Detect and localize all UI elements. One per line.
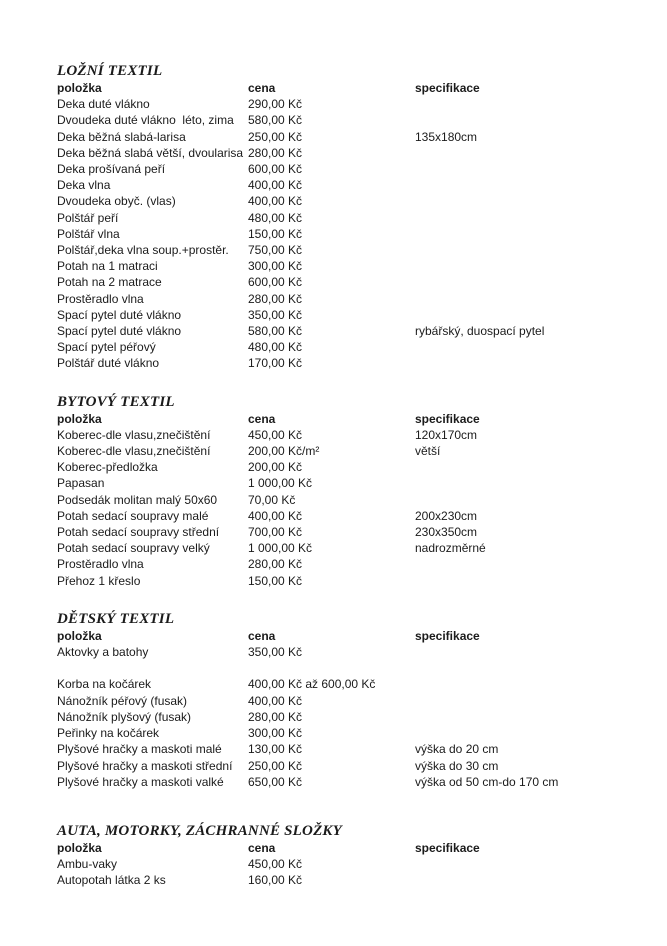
cell-item: Nánožník plyšový (fusak) — [57, 709, 192, 724]
cell-item: Plyšové hračky a maskoti střední — [57, 758, 233, 773]
cell-price: 400,00 Kč — [248, 178, 303, 193]
cell-item: Potah sedací soupravy střední — [57, 525, 220, 540]
cell-item: Deka prošívaná peří — [57, 162, 166, 177]
cell-price: 580,00 Kč — [248, 324, 303, 339]
cell-item: Podsedák molitan malý 50x60 — [57, 492, 218, 507]
table-row — [57, 443, 647, 459]
cell-price: 480,00 Kč — [248, 210, 303, 225]
table-row — [57, 177, 647, 193]
section-auta-motorky-zachranne-slozky — [57, 822, 647, 889]
cell-price: 200,00 Kč/m² — [248, 444, 320, 459]
column-header-spec: specifikace — [415, 81, 480, 95]
cell-price: 350,00 Kč — [248, 307, 303, 322]
table-row — [57, 644, 647, 660]
cell-price: 160,00 Kč — [248, 873, 303, 888]
table-row — [57, 475, 647, 491]
cell-item — [57, 660, 248, 676]
table-row — [57, 112, 647, 128]
table-row — [57, 291, 647, 307]
table-row — [57, 145, 647, 161]
cell-price: 600,00 Kč — [248, 162, 303, 177]
cell-price: 1 000,00 Kč — [248, 541, 313, 556]
column-header-item: položka — [57, 840, 102, 855]
column-header-price: cena — [248, 411, 276, 426]
column-header-row — [57, 411, 647, 427]
cell-item: Deka vlna — [57, 178, 111, 193]
cell-price: 400,00 Kč — [248, 693, 303, 708]
cell-item: Aktovky a batohy — [57, 645, 149, 660]
cell-item: Papasan — [57, 476, 105, 491]
cell-spec — [415, 161, 647, 177]
cell-price: 70,00 Kč — [248, 492, 296, 507]
cell-item: Korba na kočárek — [57, 677, 152, 692]
table-row — [57, 161, 647, 177]
cell-item: Plyšové hračky a maskoti malé — [57, 742, 222, 757]
cell-price — [248, 660, 415, 676]
cell-price: 150,00 Kč — [248, 226, 303, 241]
table-row — [57, 193, 647, 209]
cell-item: Peřinky na kočárek — [57, 726, 160, 741]
cell-spec: 120x170cm — [415, 427, 478, 442]
section-title: BYTOVÝ TEXTIL — [57, 393, 175, 410]
cell-item: Nánožník péřový (fusak) — [57, 693, 188, 708]
cell-price: 280,00 Kč — [248, 557, 303, 572]
column-header-row — [57, 628, 647, 644]
section-detsky-textil — [57, 610, 647, 790]
cell-price: 580,00 Kč — [248, 113, 303, 128]
cell-item: Koberec-dle vlasu,znečištění — [57, 427, 211, 442]
table-row — [57, 540, 647, 556]
cell-spec: rybářský, duospací pytel — [415, 324, 545, 339]
cell-item: Prostěradlo vlna — [57, 557, 144, 572]
cell-item: Koberec-předložka — [57, 460, 158, 475]
sections — [57, 62, 647, 889]
section-lozni-textil — [57, 62, 647, 372]
cell-spec — [415, 355, 647, 371]
cell-spec — [415, 492, 647, 508]
column-header-spec: specifikace — [415, 628, 480, 643]
cell-spec — [415, 475, 647, 491]
table-row — [57, 355, 647, 371]
table-row — [57, 741, 647, 757]
table-row — [57, 556, 647, 572]
table-row — [57, 872, 647, 888]
cell-item: Spací pytel duté vlákno — [57, 307, 182, 322]
cell-spec — [415, 459, 647, 475]
table-row — [57, 323, 647, 339]
cell-item: Polštář vlna — [57, 226, 120, 241]
cell-spec — [415, 258, 647, 274]
table-row — [57, 226, 647, 242]
cell-spec — [415, 725, 647, 741]
column-header-row — [57, 840, 647, 856]
cell-price: 350,00 Kč — [248, 645, 303, 660]
column-header-item: položka — [57, 411, 102, 426]
table-row — [57, 492, 647, 508]
cell-spec — [415, 193, 647, 209]
cell-item: Plyšové hračky a maskoti valké — [57, 774, 224, 789]
table-row — [57, 573, 647, 589]
column-header-row — [57, 80, 647, 96]
cell-price: 480,00 Kč — [248, 340, 303, 355]
cell-item: Spací pytel péřový — [57, 340, 156, 355]
table-row-blank — [57, 660, 647, 676]
cell-price: 280,00 Kč — [248, 291, 303, 306]
cell-item: Potah sedací soupravy malé — [57, 508, 209, 523]
column-header-price: cena — [248, 81, 276, 95]
cell-price: 450,00 Kč — [248, 857, 303, 872]
table-row — [57, 676, 647, 692]
cell-item: Přehoz 1 křeslo — [57, 573, 141, 588]
cell-spec — [415, 856, 647, 872]
cell-price: 150,00 Kč — [248, 573, 303, 588]
table-row — [57, 524, 647, 540]
cell-price: 250,00 Kč — [248, 758, 303, 773]
cell-item: Deka běžná slabá větší, dvoularisa — [57, 145, 244, 160]
cell-spec — [415, 307, 647, 323]
cell-item: Ambu-vaky — [57, 857, 118, 872]
table-row — [57, 508, 647, 524]
cell-spec — [415, 226, 647, 242]
cell-price: 450,00 Kč — [248, 427, 303, 442]
cell-spec: 230x350cm — [415, 525, 478, 540]
column-header-price: cena — [248, 840, 276, 855]
cell-item: Autopotah látka 2 ks — [57, 873, 166, 888]
cell-spec — [415, 709, 647, 725]
cell-spec — [415, 676, 647, 692]
column-header-item: položka — [57, 81, 102, 95]
section-title: DĚTSKÝ TEXTIL — [57, 610, 175, 627]
cell-price: 650,00 Kč — [248, 774, 303, 789]
section-title: LOŽNÍ TEXTIL — [57, 63, 163, 79]
cell-spec — [415, 177, 647, 193]
cell-spec — [415, 556, 647, 572]
cell-spec: nadrozměrné — [415, 541, 486, 556]
cell-price: 750,00 Kč — [248, 243, 303, 258]
table-row — [57, 274, 647, 290]
cell-spec: větší — [415, 444, 441, 459]
table-row — [57, 307, 647, 323]
cell-price: 300,00 Kč — [248, 259, 303, 274]
table-row — [57, 774, 647, 790]
cell-spec: výška do 30 cm — [415, 758, 499, 773]
cell-spec — [415, 96, 647, 112]
cell-spec — [415, 242, 647, 258]
cell-price: 600,00 Kč — [248, 275, 303, 290]
cell-spec — [415, 693, 647, 709]
table-row — [57, 96, 647, 112]
table-row — [57, 339, 647, 355]
cell-price: 130,00 Kč — [248, 742, 303, 757]
column-header-spec: specifikace — [415, 840, 480, 855]
cell-price: 280,00 Kč — [248, 709, 303, 724]
cell-spec — [415, 573, 647, 589]
section-title: AUTA, MOTORKY, ZÁCHRANNÉ SLOŽKY — [57, 822, 343, 839]
cell-spec — [415, 210, 647, 226]
table-row — [57, 709, 647, 725]
cell-spec — [415, 145, 647, 161]
table-row — [57, 427, 647, 443]
table-row — [57, 856, 647, 872]
cell-price: 290,00 Kč — [248, 97, 303, 112]
cell-item: Polštář peří — [57, 210, 119, 225]
table-row — [57, 725, 647, 741]
cell-item: Potah na 1 matraci — [57, 259, 158, 274]
column-header-spec: specifikace — [415, 411, 480, 426]
table-row — [57, 129, 647, 145]
cell-spec — [415, 112, 647, 128]
cell-spec — [415, 339, 647, 355]
table-row — [57, 693, 647, 709]
cell-spec — [415, 291, 647, 307]
cell-price: 400,00 Kč — [248, 508, 303, 523]
cell-price: 280,00 Kč — [248, 145, 303, 160]
cell-price: 300,00 Kč — [248, 726, 303, 741]
cell-spec — [415, 660, 647, 676]
table-row — [57, 242, 647, 258]
cell-price: 400,00 Kč až 600,00 Kč — [248, 677, 376, 692]
cell-item: Koberec-dle vlasu,znečištění — [57, 444, 211, 459]
cell-price: 700,00 Kč — [248, 525, 303, 540]
cell-price: 400,00 Kč — [248, 194, 303, 209]
cell-item: Deka běžná slabá-larisa — [57, 129, 186, 144]
cell-price: 200,00 Kč — [248, 460, 303, 475]
cell-spec: 135x180cm — [415, 129, 478, 144]
cell-price: 1 000,00 Kč — [248, 476, 313, 491]
cell-spec — [415, 872, 647, 888]
section-bytovy-textil — [57, 393, 647, 589]
cell-item: Dvoudeka duté vlákno léto, zima — [57, 113, 234, 128]
cell-item: Potah sedací soupravy velký — [57, 541, 210, 556]
cell-item: Prostěradlo vlna — [57, 291, 144, 306]
table-row — [57, 459, 647, 475]
cell-item: Spací pytel duté vlákno — [57, 324, 182, 339]
column-header-price: cena — [248, 628, 276, 643]
cell-spec — [415, 644, 647, 660]
cell-item: Polštář duté vlákno — [57, 356, 160, 371]
cell-item: Deka duté vlákno — [57, 97, 150, 112]
cell-item: Dvoudeka obyč. (vlas) — [57, 194, 176, 209]
cell-spec: výška do 20 cm — [415, 742, 499, 757]
column-header-item: položka — [57, 628, 102, 643]
table-row — [57, 258, 647, 274]
cell-spec — [415, 274, 647, 290]
cell-price: 250,00 Kč — [248, 129, 303, 144]
cell-spec: výška od 50 cm-do 170 cm — [415, 774, 559, 789]
cell-item: Potah na 2 matrace — [57, 275, 162, 290]
cell-price: 170,00 Kč — [248, 356, 303, 371]
cell-spec: 200x230cm — [415, 508, 478, 523]
cell-item: Polštář,deka vlna soup.+prostěr. — [57, 243, 229, 258]
table-row — [57, 210, 647, 226]
table-row — [57, 758, 647, 774]
